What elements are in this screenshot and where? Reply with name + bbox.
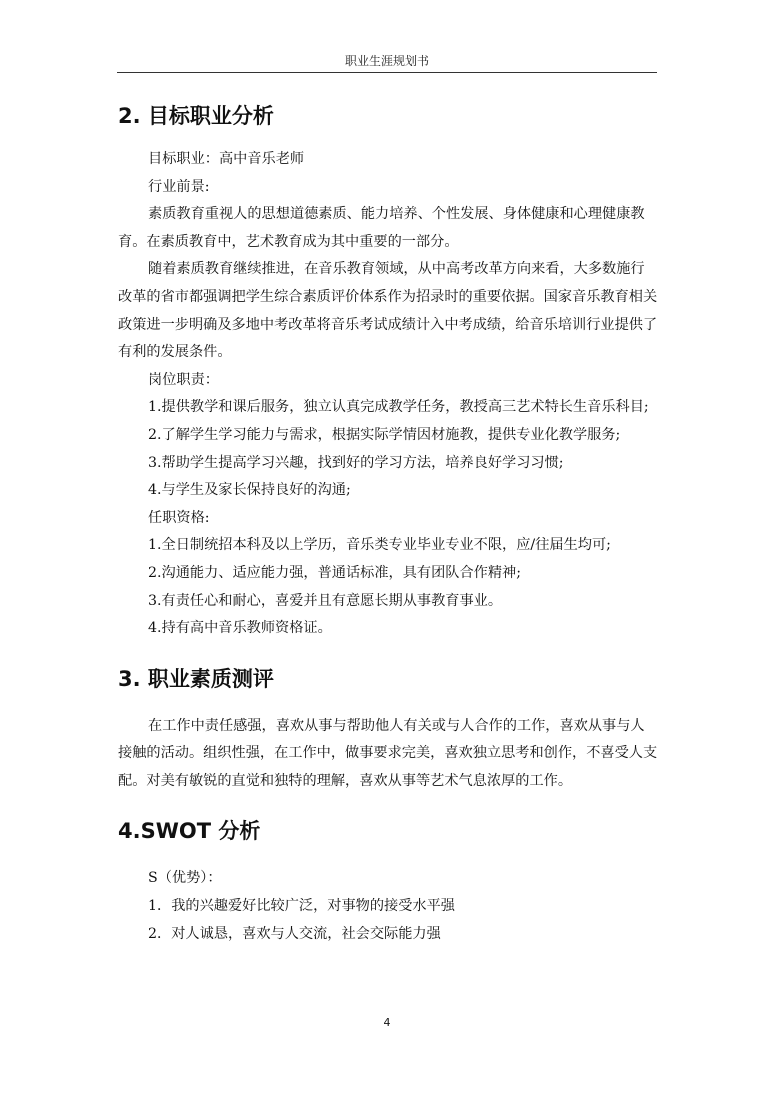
qualification-item: 4.持有高中音乐教师资格证。 <box>148 620 332 637</box>
section-3-heading: 3. 职业素质测评 <box>118 666 274 691</box>
page-content <box>118 96 658 948</box>
strength-item: 1．我的兴趣爱好比较广泛，对事物的接受水平强 <box>148 898 455 915</box>
qualifications-label: 任职资格: <box>148 509 210 526</box>
industry-paragraph-2: 随着素质教育继续推进，在音乐教育领域，从中高考改革方向来看，大多数施行改革的省市都强调把学生综合素质评价体系作为招录时的重要依据。国家音乐教育相关政策进一步明确及多地中考改革将音乐考试成绩计入中考成绩，给音乐培训行业提供了有利的发展条件。 <box>118 261 658 361</box>
qualification-item: 2.沟通能力、适应能力强，普通话标准，具有团队合作精神; <box>148 564 522 581</box>
duty-item: 4.与学生及家长保持良好的沟通; <box>148 482 351 499</box>
duties-label: 岗位职责： <box>148 371 219 388</box>
industry-paragraph-1: 素质教育重视人的思想道德素质、能力培养、个性发展、身体健康和心理健康教育。在素质教育中，艺术教育成为其中重要的一部分。 <box>118 206 645 250</box>
target-job-line: 目标职业：高中音乐老师 <box>148 151 305 167</box>
strength-item: 2．对人诚恳，喜欢与人交流，社会交际能力强 <box>148 925 441 942</box>
strengths-label: S（优势）： <box>148 870 222 887</box>
qualification-item: 3.有责任心和耐心，喜爱并且有意愿长期从事教育事业。 <box>148 592 503 609</box>
duty-item: 2.了解学生学习能力与需求，根据实际学情因材施教，提供专业化教学服务; <box>148 426 621 443</box>
duty-item: 1.提供教学和课后服务，独立认真完成教学任务，教授高三艺术特长生音乐科目; <box>148 399 649 416</box>
industry-label: 行业前景: <box>148 178 210 195</box>
header-divider <box>117 72 657 73</box>
section-3-paragraph: 在工作中责任感强，喜欢从事与帮助他人有关或与人合作的工作，喜欢从事与人接触的活动。组织性强，在工作中，做事要求完美，喜欢独立思考和创作，不喜受人支配。对美有敏锐的直觉和独特的理解，喜欢从事等艺术气息浓厚的工作。 <box>118 717 658 789</box>
qualification-item: 1.全日制统招本科及以上学历，音乐类专业毕业专业不限，应/往届生均可; <box>148 537 611 554</box>
duty-item: 3.帮助学生提高学习兴趣，找到好的学习方法，培养良好学习习惯; <box>148 454 564 471</box>
section-2-heading: 2. 目标职业分析 <box>118 104 274 128</box>
section-4-heading: 4.SWOT 分析 <box>118 819 261 844</box>
page-number: 4 <box>383 1016 391 1029</box>
running-header: 职业生涯规划书 <box>344 54 429 68</box>
